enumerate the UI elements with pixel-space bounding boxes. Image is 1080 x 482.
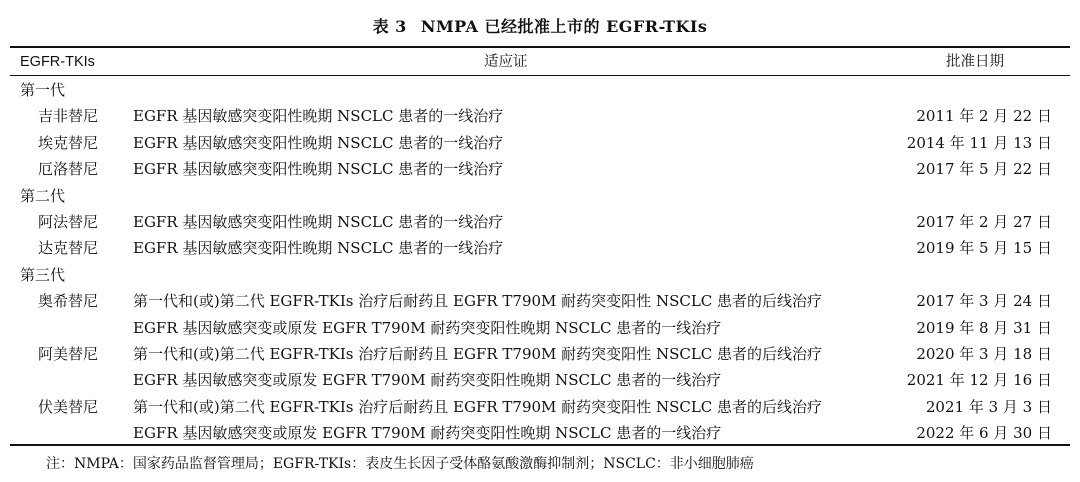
indication-cell: EGFR 基因敏感突变或原发 EGFR T790M 耐药突变阳性晚期 NSCLC 患者的一线治疗	[133, 371, 722, 390]
approval-date: 2019 年 5 月 15 日	[916, 239, 1052, 258]
drug-name: 埃克替尼	[38, 133, 99, 152]
table-row	[0, 235, 1080, 261]
table-row	[0, 209, 1080, 235]
indication-cell: EGFR 基因敏感突变阳性晚期 NSCLC 患者的一线治疗	[133, 212, 504, 231]
indication-cell: 第一代和(或)第二代 EGFR-TKIs 治疗后耐药且 EGFR T790M 耐药突变阳性 NSCLC 患者的后线治疗	[133, 344, 823, 363]
approval-date: 2014 年 11 月 13 日	[906, 133, 1052, 152]
generation-row	[0, 77, 1080, 103]
table-row	[0, 420, 1080, 446]
generation-label: 第一代	[20, 81, 66, 99]
indication-cell: EGFR 基因敏感突变或原发 EGFR T790M 耐药突变阳性晚期 NSCLC 患者的一线治疗	[133, 318, 722, 337]
approval-date: 2017 年 3 月 24 日	[916, 292, 1052, 311]
header-rule	[10, 75, 1070, 76]
approval-date: 2021 年 3 月 3 日	[925, 397, 1052, 416]
table-body	[0, 77, 1080, 446]
table-row	[0, 315, 1080, 341]
approval-date: 2022 年 6 月 30 日	[916, 424, 1052, 443]
generation-row	[0, 262, 1080, 288]
approval-date: 2011 年 2 月 22 日	[916, 107, 1052, 126]
drug-name: 阿法替尼	[38, 212, 99, 231]
table-row	[0, 156, 1080, 182]
top-rule	[10, 46, 1070, 48]
header-indication: 适应证	[484, 54, 528, 70]
approval-date: 2017 年 5 月 22 日	[916, 160, 1052, 179]
table-row	[0, 130, 1080, 156]
header-drug: EGFR-TKIs	[20, 54, 95, 70]
generation-label: 第二代	[20, 186, 66, 205]
drug-name: 阿美替尼	[38, 344, 99, 363]
drug-name: 伏美替尼	[38, 397, 99, 416]
approval-date: 2017 年 2 月 27 日	[916, 212, 1052, 231]
drug-name: 奥希替尼	[38, 292, 99, 311]
table-row	[0, 103, 1080, 129]
drug-name: 吉非替尼	[38, 107, 99, 126]
table-row	[0, 394, 1080, 420]
table-number: 表 3	[372, 17, 407, 36]
indication-cell: EGFR 基因敏感突变阳性晚期 NSCLC 患者的一线治疗	[133, 107, 504, 126]
table-note: 注：NMPA：国家药品监督管理局；EGFR-TKIs：表皮生长因子受体酪氨酸激酶抑制剂；NSCLC：非小细胞肺癌	[46, 456, 754, 472]
indication-cell: 第一代和(或)第二代 EGFR-TKIs 治疗后耐药且 EGFR T790M 耐药突变阳性 NSCLC 患者的后线治疗	[133, 292, 823, 311]
approval-date: 2021 年 12 月 16 日	[906, 371, 1052, 390]
indication-cell: EGFR 基因敏感突变或原发 EGFR T790M 耐药突变阳性晚期 NSCLC 患者的一线治疗	[133, 424, 722, 443]
indication-cell: 第一代和(或)第二代 EGFR-TKIs 治疗后耐药且 EGFR T790M 耐药突变阳性 NSCLC 患者的后线治疗	[133, 397, 823, 416]
indication-cell: EGFR 基因敏感突变阳性晚期 NSCLC 患者的一线治疗	[133, 239, 504, 258]
header-date: 批准日期	[946, 54, 1004, 70]
drug-name: 达克替尼	[38, 239, 99, 258]
table-title: NMPA 已经批准上市的 EGFR-TKIs	[420, 17, 708, 36]
table-row	[0, 341, 1080, 367]
table-caption	[0, 14, 1080, 37]
drug-name: 厄洛替尼	[38, 160, 99, 179]
approval-date: 2019 年 8 月 31 日	[916, 318, 1052, 337]
indication-cell: EGFR 基因敏感突变阳性晚期 NSCLC 患者的一线治疗	[133, 133, 504, 152]
indication-cell: EGFR 基因敏感突变阳性晚期 NSCLC 患者的一线治疗	[133, 160, 504, 179]
generation-row	[0, 183, 1080, 209]
bottom-rule	[10, 444, 1070, 446]
table-row	[0, 367, 1080, 393]
approval-date: 2020 年 3 月 18 日	[916, 344, 1052, 363]
table-row	[0, 288, 1080, 314]
generation-label: 第三代	[20, 265, 66, 284]
